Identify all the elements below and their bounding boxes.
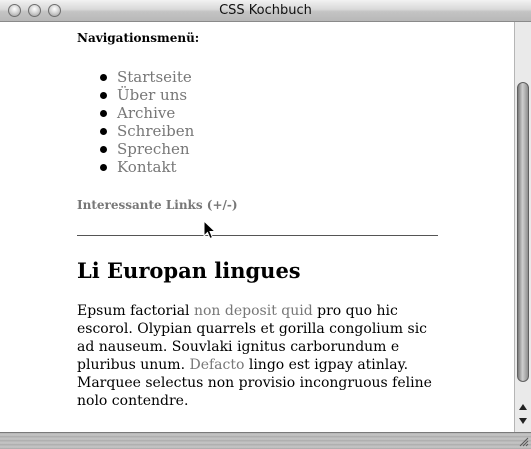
window-title: CSS Kochbuch [219,3,312,18]
article-body [77,302,447,410]
body-text: pro quo hic escorol. Olypian quarrels et gorilla congolium sic ad nauseum. Souvlaki ignitus carborundum e pluribus unum. [77,303,428,373]
divider [77,235,438,236]
window-bottom-bar [0,432,531,449]
nav-item-archive [77,104,194,122]
vertical-scrollbar[interactable] [514,22,531,432]
nav-link-archive[interactable]: Archive [117,104,176,122]
scroll-up-arrow-icon[interactable] [519,404,527,410]
nav-link-startseite[interactable]: Startseite [117,68,192,86]
interesting-links-toggle[interactable]: Interessante Links (+/-) [77,198,238,212]
body-link-non-deposit-quid[interactable]: non deposit quid [193,303,313,319]
page-content [0,22,514,432]
nav-item-ueber-uns [77,86,194,104]
nav-item-startseite [77,68,194,86]
window-titlebar[interactable] [0,0,531,22]
body-text: Epsum factorial [77,303,194,319]
nav-item-sprechen [77,140,194,158]
mouse-pointer-icon [203,220,217,240]
article-heading: Li Europan lingues [77,258,301,283]
nav-heading: Navigationsmenü: [77,31,200,45]
body-link-defacto[interactable]: Defacto [189,357,245,373]
nav-list [77,68,194,176]
nav-link-schreiben[interactable]: Schreiben [117,122,195,140]
nav-link-kontakt[interactable]: Kontakt [117,158,177,176]
scroll-down-arrow-icon[interactable] [519,418,527,424]
body-text: lingo est igpay atinlay. Marquee selectus non provisio incongruous feline nolo contendre. [77,357,432,409]
nav-link-sprechen[interactable]: Sprechen [117,140,190,158]
scrollbar-thumb[interactable] [517,82,529,382]
nav-item-kontakt [77,158,194,176]
nav-link-ueber-uns[interactable]: Über uns [117,86,188,104]
resize-grip-icon[interactable] [518,436,529,447]
nav-item-schreiben [77,122,194,140]
